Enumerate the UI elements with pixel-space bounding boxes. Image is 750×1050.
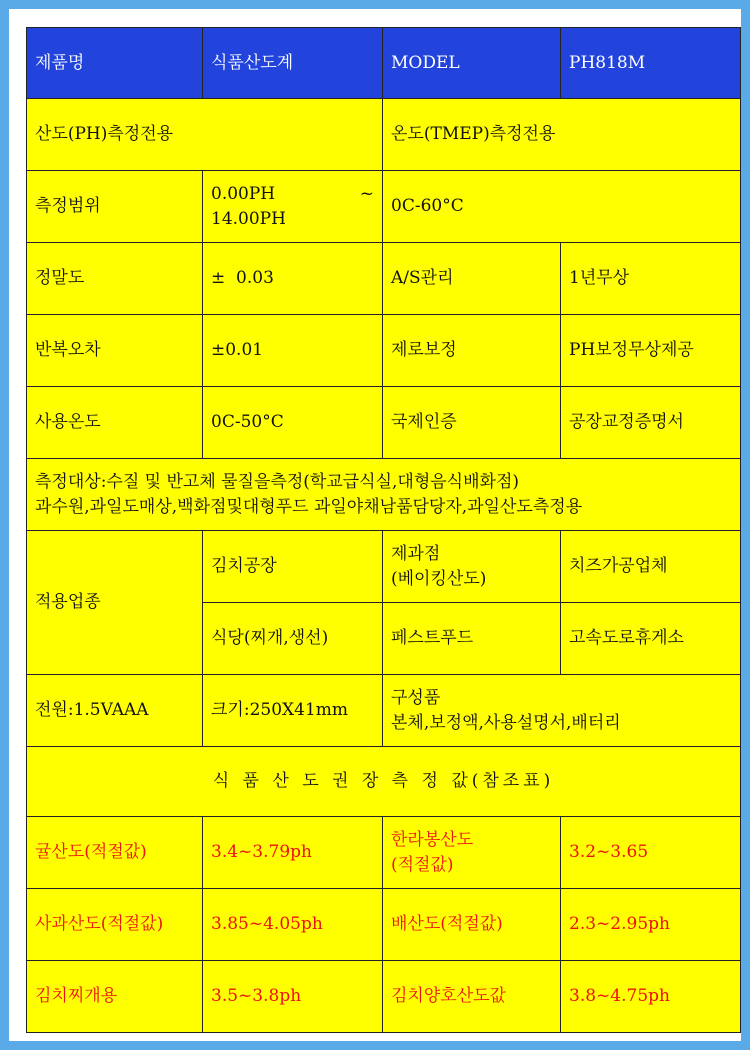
mode-row: [27, 99, 741, 171]
header-product-name-value: 식품산도계: [203, 28, 383, 99]
targets-cell: [27, 459, 741, 531]
repeat-error-value: ±0.01: [203, 315, 383, 387]
header-model-value: PH818M: [561, 28, 741, 99]
industry-item: 페스트푸드: [383, 603, 561, 675]
power-row: [27, 675, 741, 747]
certification-value: 공장교정증명서: [561, 387, 741, 459]
size-cell: 크기:250X41mm: [203, 675, 383, 747]
reference-name: 사과산도(적절값): [27, 889, 203, 961]
repeat-error-row: [27, 315, 741, 387]
reference-value: 3.2~3.65: [561, 817, 741, 889]
components-title: 구성품: [391, 687, 441, 708]
reference-value: 3.85~4.05ph: [203, 889, 383, 961]
as-value: 1년무상: [561, 243, 741, 315]
accuracy-value: ± 0.03: [203, 243, 383, 315]
reference-name: 귤산도(적절값): [27, 817, 203, 889]
reference-title-row: [27, 747, 741, 817]
range-tilde: ~: [359, 183, 374, 204]
industries-label: 적용업종: [27, 531, 203, 675]
as-label: A/S관리: [383, 243, 561, 315]
repeat-error-label: 반복오차: [27, 315, 203, 387]
industry-item: 고속도로휴게소: [561, 603, 741, 675]
accuracy-row: [27, 243, 741, 315]
use-temp-row: [27, 387, 741, 459]
header-model-label: MODEL: [383, 28, 561, 99]
industry-item: 제과점 (베이킹산도): [383, 531, 561, 603]
range-label: 측정범위: [27, 171, 203, 243]
reference-value: 3.8~4.75ph: [561, 961, 741, 1033]
components-list: 본체,보정액,사용설명서,배터리: [391, 712, 621, 733]
reference-value: 3.4~3.79ph: [203, 817, 383, 889]
range-row: [27, 171, 741, 243]
industry-item: 식당(찌개,생선): [203, 603, 383, 675]
use-temp-value: 0C-50°C: [203, 387, 383, 459]
reference-value: 2.3~2.95ph: [561, 889, 741, 961]
accuracy-label: 정말도: [27, 243, 203, 315]
reference-name: 김치양호산도값: [383, 961, 561, 1033]
temp-mode-cell: 온도(TMEP)측정전용: [383, 99, 741, 171]
reference-name: 김치찌개용: [27, 961, 203, 1033]
industry-item: 치즈가공업체: [561, 531, 741, 603]
power-cell: 전원:1.5VAAA: [27, 675, 203, 747]
reference-row: [27, 961, 741, 1033]
header-row: [27, 28, 741, 99]
targets-line-1: 측정대상:수질 및 반고체 물질을측정(학교급식실,대형음식배화점): [35, 471, 520, 492]
reference-row: [27, 889, 741, 961]
range-end: 14.00PH: [211, 208, 286, 229]
industry-item: 김치공장: [203, 531, 383, 603]
header-product-name-label: 제품명: [27, 28, 203, 99]
targets-line-2: 과수원,과일도매상,백화점및대형푸드 과일야채남품담당자,과일산도측정용: [35, 496, 583, 517]
zero-calibration-value: PH보정무상제공: [561, 315, 741, 387]
reference-name: 배산도(적절값): [383, 889, 561, 961]
targets-row: [27, 459, 741, 531]
range-start: 0.00PH: [211, 183, 276, 204]
ph-mode-cell: 산도(PH)측정전용: [27, 99, 383, 171]
reference-row: [27, 817, 741, 889]
spec-table: [26, 27, 741, 1033]
industries-row-1: [27, 531, 741, 603]
temp-range-value: 0C-60°C: [383, 171, 741, 243]
use-temp-label: 사용온도: [27, 387, 203, 459]
reference-value: 3.5~3.8ph: [203, 961, 383, 1033]
reference-name: 한라봉산도 (적절값): [383, 817, 561, 889]
range-value: [203, 171, 383, 243]
certification-label: 국제인증: [383, 387, 561, 459]
zero-calibration-label: 제로보정: [383, 315, 561, 387]
components-cell: [383, 675, 741, 747]
reference-title: 식 품 산 도 권 장 측 정 값(참조표): [27, 747, 741, 817]
